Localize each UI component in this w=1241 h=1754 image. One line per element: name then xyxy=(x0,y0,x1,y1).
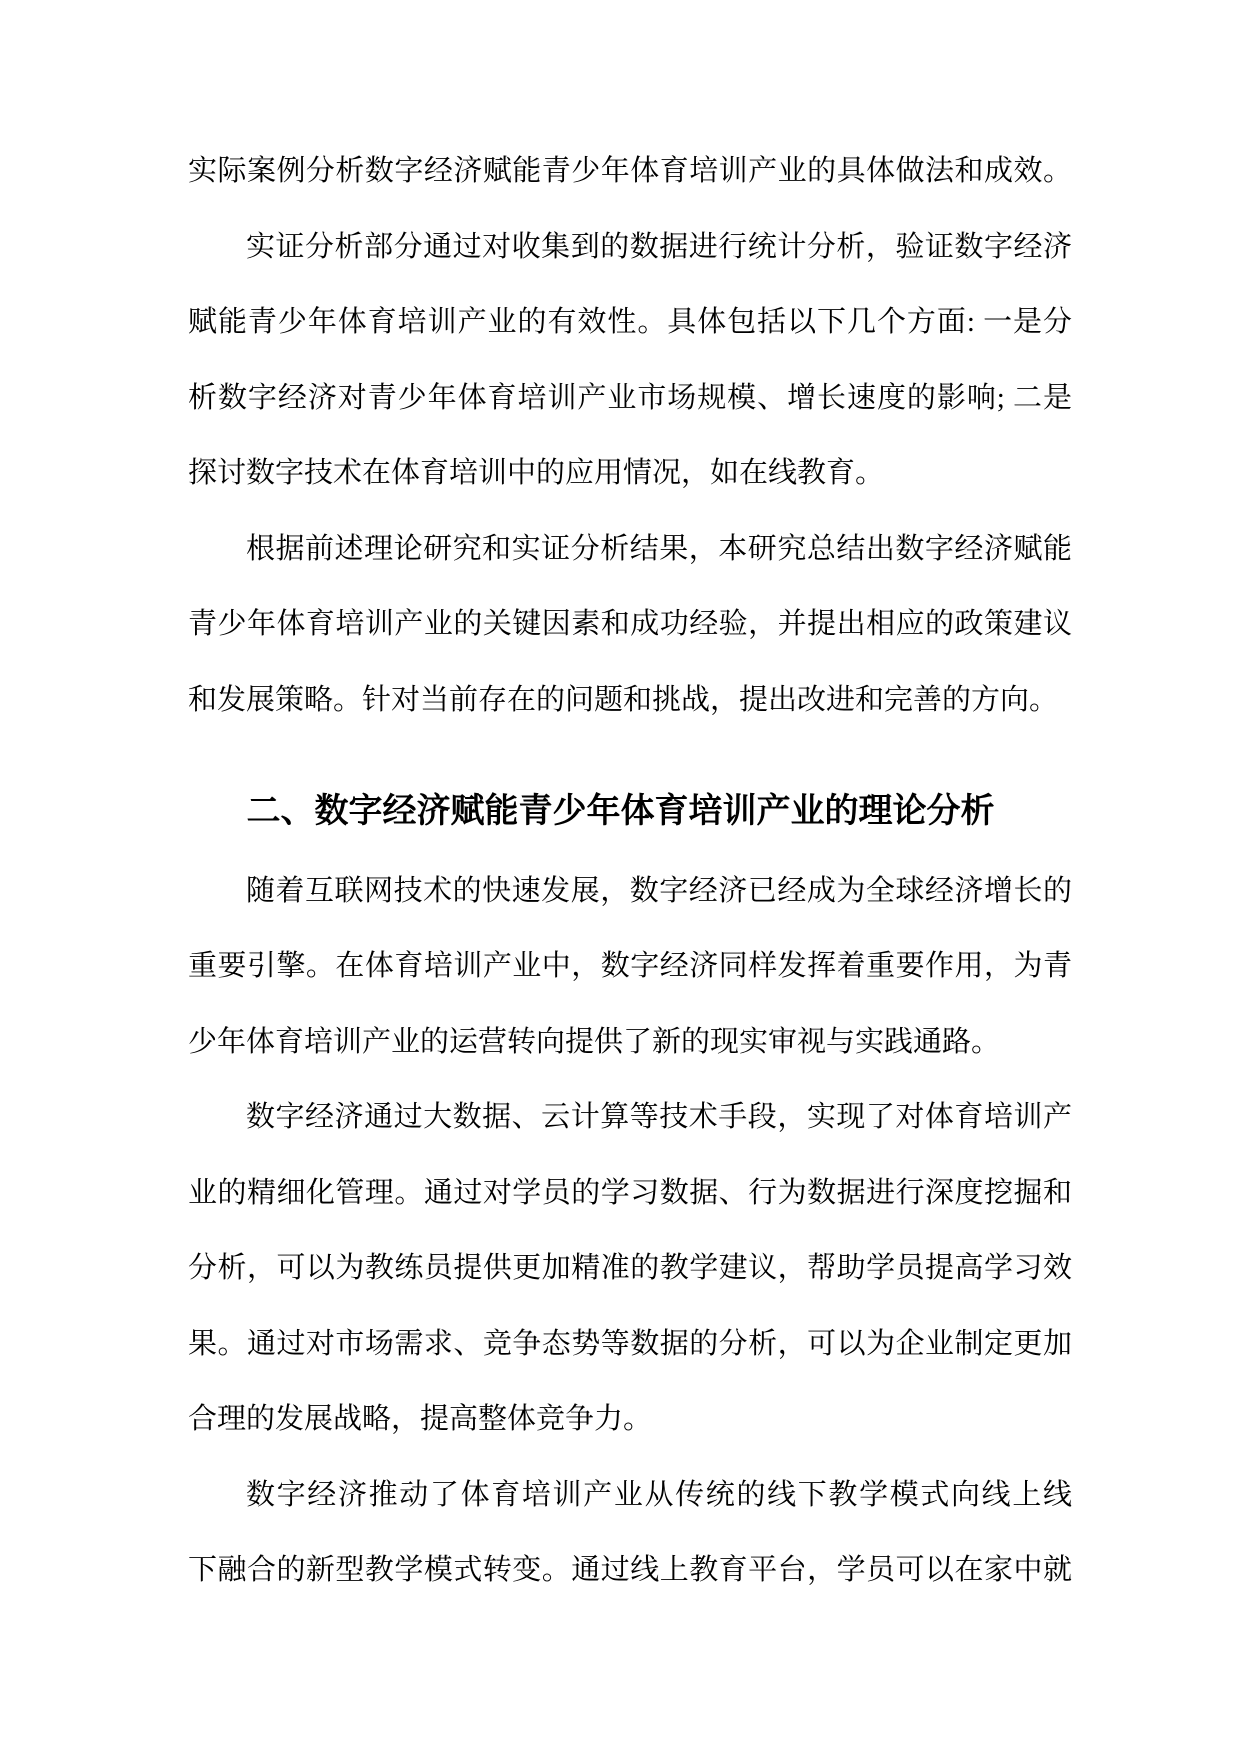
text-line: 数字经济推动了体育培训产业从传统的线下教学模式向线上线 xyxy=(246,1478,1072,1511)
text-line: 探讨数字技术在体育培训中的应用情况，如在线教育。 xyxy=(188,457,885,489)
text-line: 下融合的新型教学模式转变。通过线上教育平台，学员可以在家中就 xyxy=(188,1554,1072,1586)
text-line: 数字经济通过大数据、云计算等技术手段，实现了对体育培训产 xyxy=(246,1101,1072,1133)
section-heading: 二、数字经济赋能青少年体育培训产业的理论分析 xyxy=(246,793,995,830)
text-line: 果。通过对市场需求、竞争态势等数据的分析，可以为企业制定更加 xyxy=(188,1327,1072,1360)
text-line: 随着互联网技术的快速发展，数字经济已经成为全球经济增长的 xyxy=(246,874,1072,907)
text-line: 根据前述理论研究和实证分析结果，本研究总结出数字经济赋能 xyxy=(246,532,1072,565)
text-line: 实际案例分析数字经济赋能青少年体育培训产业的具体做法和成效。 xyxy=(188,155,1072,187)
text-line: 赋能青少年体育培训产业的有效性。具体包括以下几个方面: 一是分 xyxy=(188,306,1072,338)
text-line: 实证分析部分通过对收集到的数据进行统计分析，验证数字经济 xyxy=(246,230,1072,263)
text-line: 析数字经济对青少年体育培训产业市场规模、增长速度的影响; 二是 xyxy=(188,381,1072,414)
text-line: 和发展策略。针对当前存在的问题和挑战，提出改进和完善的方向。 xyxy=(188,683,1059,716)
text-line: 少年体育培训产业的运营转向提供了新的现实审视与实践通路。 xyxy=(188,1025,1001,1058)
text-line: 青少年体育培训产业的关键因素和成功经验，并提出相应的政策建议 xyxy=(188,608,1072,640)
text-line: 重要引擎。在体育培训产业中，数字经济同样发挥着重要作用，为青 xyxy=(188,950,1072,982)
text-line: 分析，可以为教练员提供更加精准的教学建议，帮助学员提高学习效 xyxy=(188,1252,1072,1284)
text-line: 合理的发展战略，提高整体竞争力。 xyxy=(188,1403,653,1435)
text-line: 业的精细化管理。通过对学员的学习数据、行为数据进行深度挖掘和 xyxy=(188,1176,1072,1209)
